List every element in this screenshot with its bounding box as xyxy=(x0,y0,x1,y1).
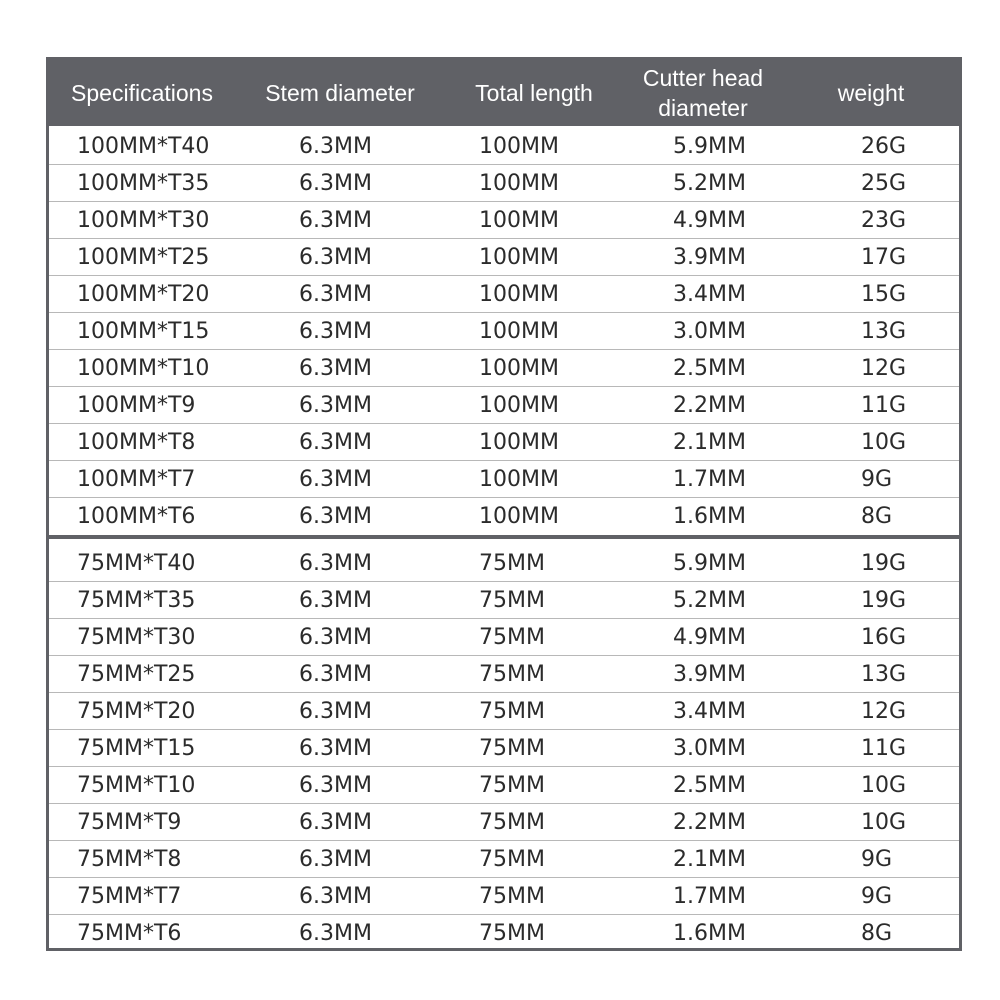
cell-specification: 75MM*T20 xyxy=(77,699,196,724)
cell-stem-diameter: 6.3MM xyxy=(299,921,372,946)
table-row xyxy=(49,461,959,498)
cell-weight: 10G xyxy=(861,773,907,798)
cell-cutter-head-diameter: 2.1MM xyxy=(673,430,746,455)
table-row xyxy=(49,804,959,841)
cell-total-length: 75MM xyxy=(479,625,545,650)
table-row xyxy=(49,767,959,804)
cell-weight: 9G xyxy=(861,467,893,492)
table-row xyxy=(49,313,959,350)
cell-stem-diameter: 6.3MM xyxy=(299,810,372,835)
cell-total-length: 100MM xyxy=(479,208,559,233)
header-total-length-line: Total length xyxy=(475,80,593,106)
cell-specification: 100MM*T7 xyxy=(77,467,196,492)
cell-specification: 75MM*T10 xyxy=(77,773,196,798)
cell-weight: 9G xyxy=(861,847,893,872)
cell-total-length: 100MM xyxy=(479,245,559,270)
cell-specification: 100MM*T30 xyxy=(77,208,210,233)
cell-total-length: 100MM xyxy=(479,393,559,418)
cell-weight: 8G xyxy=(861,504,893,529)
cell-weight: 13G xyxy=(861,319,907,344)
cell-cutter-head-diameter: 1.7MM xyxy=(673,467,746,492)
table-row xyxy=(49,498,959,535)
cell-cutter-head-diameter: 5.9MM xyxy=(673,134,746,159)
cell-total-length: 75MM xyxy=(479,847,545,872)
group-divider xyxy=(49,535,959,539)
cell-weight: 15G xyxy=(861,282,907,307)
cell-weight: 16G xyxy=(861,625,907,650)
cell-specification: 75MM*T40 xyxy=(77,551,196,576)
cell-stem-diameter: 6.3MM xyxy=(299,625,372,650)
table-row xyxy=(49,656,959,693)
spec-table xyxy=(46,57,962,951)
cell-specification: 100MM*T40 xyxy=(77,134,210,159)
cell-stem-diameter: 6.3MM xyxy=(299,504,372,529)
cell-total-length: 100MM xyxy=(479,134,559,159)
cell-stem-diameter: 6.3MM xyxy=(299,884,372,909)
table-row xyxy=(49,128,959,165)
cell-stem-diameter: 6.3MM xyxy=(299,393,372,418)
cell-cutter-head-diameter: 3.0MM xyxy=(673,319,746,344)
header-specifications-line: Specifications xyxy=(71,80,213,106)
cell-cutter-head-diameter: 4.9MM xyxy=(673,625,746,650)
table-row xyxy=(49,619,959,656)
table-row xyxy=(49,730,959,767)
table-row xyxy=(49,582,959,619)
group-100mm xyxy=(49,128,959,535)
table-row xyxy=(49,276,959,313)
cell-total-length: 100MM xyxy=(479,504,559,529)
cell-specification: 75MM*T35 xyxy=(77,588,196,613)
cell-total-length: 75MM xyxy=(479,588,545,613)
cell-stem-diameter: 6.3MM xyxy=(299,356,372,381)
cell-cutter-head-diameter: 2.5MM xyxy=(673,773,746,798)
cell-stem-diameter: 6.3MM xyxy=(299,430,372,455)
cell-total-length: 75MM xyxy=(479,884,545,909)
table-row xyxy=(49,350,959,387)
cell-cutter-head-diameter: 5.9MM xyxy=(673,551,746,576)
cell-cutter-head-diameter: 5.2MM xyxy=(673,171,746,196)
cell-specification: 100MM*T8 xyxy=(77,430,196,455)
cell-specification: 75MM*T7 xyxy=(77,884,182,909)
cell-cutter-head-diameter: 2.1MM xyxy=(673,847,746,872)
cell-specification: 100MM*T6 xyxy=(77,504,196,529)
table-row xyxy=(49,841,959,878)
cell-specification: 75MM*T6 xyxy=(77,921,182,946)
cell-cutter-head-diameter: 1.7MM xyxy=(673,884,746,909)
group-75mm xyxy=(49,545,959,952)
cell-cutter-head-diameter: 1.6MM xyxy=(673,504,746,529)
cell-weight: 10G xyxy=(861,810,907,835)
cell-cutter-head-diameter: 3.9MM xyxy=(673,245,746,270)
cell-weight: 12G xyxy=(861,699,907,724)
cell-specification: 100MM*T35 xyxy=(77,171,210,196)
cell-specification: 75MM*T25 xyxy=(77,662,196,687)
header-weight-line: weight xyxy=(837,80,905,106)
cell-weight: 10G xyxy=(861,430,907,455)
cell-stem-diameter: 6.3MM xyxy=(299,662,372,687)
cell-total-length: 100MM xyxy=(479,171,559,196)
table-row xyxy=(49,424,959,461)
table-row xyxy=(49,915,959,952)
cell-cutter-head-diameter: 1.6MM xyxy=(673,921,746,946)
cell-total-length: 75MM xyxy=(479,699,545,724)
cell-specification: 100MM*T10 xyxy=(77,356,210,381)
table-header xyxy=(49,60,959,126)
cell-specification: 75MM*T30 xyxy=(77,625,196,650)
cell-stem-diameter: 6.3MM xyxy=(299,467,372,492)
cell-weight: 25G xyxy=(861,171,907,196)
cell-stem-diameter: 6.3MM xyxy=(299,773,372,798)
table-row xyxy=(49,165,959,202)
cell-stem-diameter: 6.3MM xyxy=(299,245,372,270)
cell-specification: 100MM*T20 xyxy=(77,282,210,307)
header-cutter-head-diameter-line: diameter xyxy=(658,95,748,121)
cell-total-length: 75MM xyxy=(479,551,545,576)
cell-total-length: 100MM xyxy=(479,356,559,381)
cell-total-length: 75MM xyxy=(479,921,545,946)
cell-weight: 13G xyxy=(861,662,907,687)
cell-weight: 17G xyxy=(861,245,907,270)
cell-stem-diameter: 6.3MM xyxy=(299,847,372,872)
cell-specification: 100MM*T15 xyxy=(77,319,210,344)
cell-cutter-head-diameter: 3.4MM xyxy=(673,699,746,724)
cell-stem-diameter: 6.3MM xyxy=(299,736,372,761)
cell-total-length: 100MM xyxy=(479,467,559,492)
cell-cutter-head-diameter: 3.4MM xyxy=(673,282,746,307)
cell-stem-diameter: 6.3MM xyxy=(299,699,372,724)
cell-weight: 19G xyxy=(861,551,907,576)
cell-stem-diameter: 6.3MM xyxy=(299,319,372,344)
cell-weight: 19G xyxy=(861,588,907,613)
header-weight xyxy=(783,60,959,126)
cell-weight: 11G xyxy=(861,736,907,761)
cell-specification: 100MM*T9 xyxy=(77,393,196,418)
cell-weight: 26G xyxy=(861,134,907,159)
header-stem-diameter xyxy=(235,60,445,126)
cell-cutter-head-diameter: 2.2MM xyxy=(673,810,746,835)
cell-stem-diameter: 6.3MM xyxy=(299,588,372,613)
cell-weight: 12G xyxy=(861,356,907,381)
cell-specification: 75MM*T8 xyxy=(77,847,182,872)
table-row xyxy=(49,545,959,582)
cell-total-length: 100MM xyxy=(479,282,559,307)
header-stem-diameter-line: Stem diameter xyxy=(265,80,415,106)
cell-cutter-head-diameter: 5.2MM xyxy=(673,588,746,613)
cell-cutter-head-diameter: 3.0MM xyxy=(673,736,746,761)
header-specifications xyxy=(49,60,235,126)
cell-total-length: 75MM xyxy=(479,736,545,761)
cell-stem-diameter: 6.3MM xyxy=(299,282,372,307)
cell-cutter-head-diameter: 2.2MM xyxy=(673,393,746,418)
cell-weight: 8G xyxy=(861,921,893,946)
table-row xyxy=(49,878,959,915)
cell-specification: 100MM*T25 xyxy=(77,245,210,270)
header-total-length xyxy=(445,60,623,126)
cell-stem-diameter: 6.3MM xyxy=(299,208,372,233)
cell-cutter-head-diameter: 2.5MM xyxy=(673,356,746,381)
cell-specification: 75MM*T15 xyxy=(77,736,196,761)
table-row xyxy=(49,387,959,424)
cell-weight: 9G xyxy=(861,884,893,909)
cell-total-length: 100MM xyxy=(479,430,559,455)
cell-total-length: 75MM xyxy=(479,773,545,798)
cell-cutter-head-diameter: 3.9MM xyxy=(673,662,746,687)
table-row xyxy=(49,239,959,276)
table-row xyxy=(49,202,959,239)
cell-weight: 23G xyxy=(861,208,907,233)
header-cutter-head-diameter-line: Cutter head xyxy=(642,65,764,91)
cell-total-length: 75MM xyxy=(479,662,545,687)
cell-stem-diameter: 6.3MM xyxy=(299,171,372,196)
cell-specification: 75MM*T9 xyxy=(77,810,182,835)
header-cutter-head-diameter xyxy=(623,60,783,126)
cell-total-length: 75MM xyxy=(479,810,545,835)
cell-stem-diameter: 6.3MM xyxy=(299,134,372,159)
table-row xyxy=(49,693,959,730)
cell-weight: 11G xyxy=(861,393,907,418)
cell-stem-diameter: 6.3MM xyxy=(299,551,372,576)
cell-total-length: 100MM xyxy=(479,319,559,344)
cell-cutter-head-diameter: 4.9MM xyxy=(673,208,746,233)
